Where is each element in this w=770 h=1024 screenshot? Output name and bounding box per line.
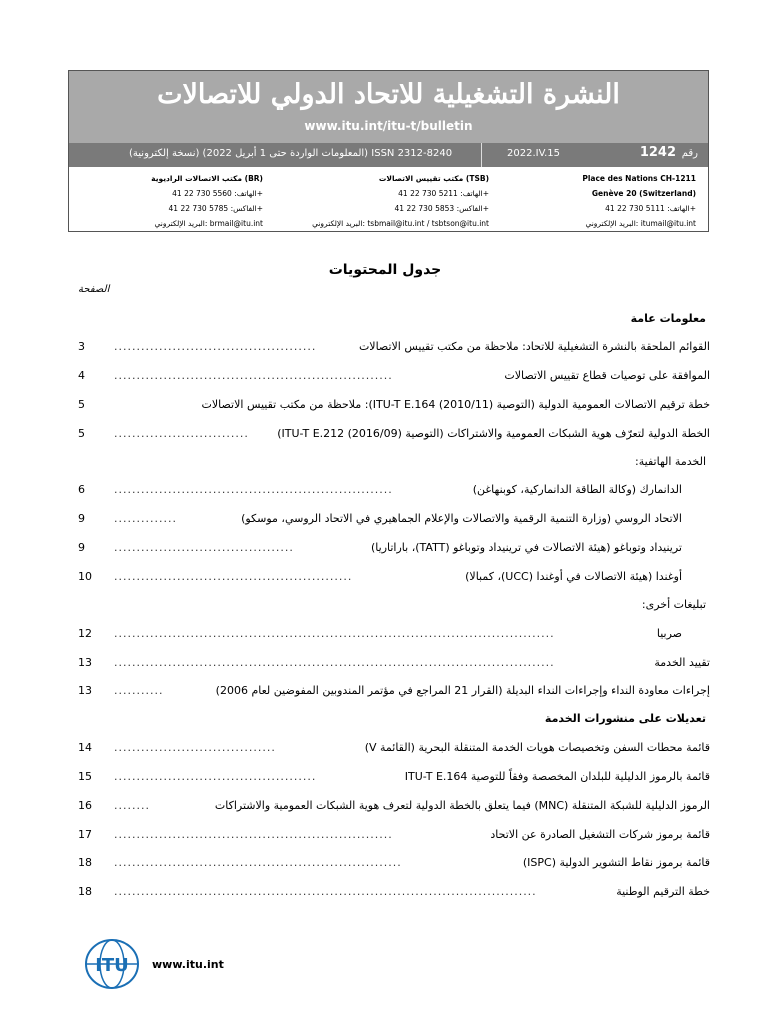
issue-band: [69, 143, 708, 167]
toc-page: 18: [78, 856, 92, 869]
toc-text: خطة الترقيم الوطنية: [616, 885, 710, 898]
page-column-label: الصفحة: [78, 284, 110, 295]
contact-br: [113, 171, 263, 231]
toc-page: 17: [78, 828, 92, 841]
toc-page: 12: [78, 627, 92, 640]
toc-leader: ..............: [114, 512, 177, 525]
toc-entry[interactable]: [78, 512, 710, 530]
toc-leader: ..............................................................: [114, 828, 393, 841]
toc-text: القوائم الملحقة بالنشرة التشغيلية للاتحاد: ملاحظة من مكتب تقييس الاتصالات: [358, 340, 710, 353]
toc-entry[interactable]: [78, 483, 710, 501]
toc-leader: ........: [114, 799, 150, 812]
toc-entry[interactable]: [78, 799, 710, 817]
toc-page: 18: [78, 885, 92, 898]
toc-entry[interactable]: [78, 684, 710, 702]
section-heading-general: معلومات عامة: [630, 312, 706, 325]
contact-itu: [506, 171, 696, 231]
toc-page: 5: [78, 398, 85, 411]
contact-line: Genève 20 (Switzerland): [591, 189, 696, 198]
contact-line: الفاكس: 5853 730 22 41+: [394, 204, 489, 213]
toc-page: 9: [78, 541, 85, 554]
contact-line: مكتب الاتصالات الراديوية (BR): [151, 174, 263, 183]
toc-text: تقييد الخدمة: [654, 656, 710, 669]
toc-page: 3: [78, 340, 85, 353]
toc-entry[interactable]: [78, 369, 710, 387]
toc-text: الخطة الدولية لتعرّف هوية الشبكات العمومية والاشتراكات (التوصية ITU-T E.212 (2016/09)): [277, 427, 710, 440]
toc-leader: .....................................................: [114, 570, 353, 583]
toc-entry[interactable]: [78, 828, 710, 846]
toc-page: 4: [78, 369, 85, 382]
toc-text: الدانمارك (وكالة الطاقة الدانماركية، كوبنهاغن): [472, 483, 682, 496]
toc-leader: ....................................: [114, 741, 276, 754]
toc-entry[interactable]: [78, 656, 710, 674]
issn: ISSN 2312-8240 (المعلومات الواردة حتى 1 أبريل 2022) (نسخة إلكترونية): [129, 148, 453, 159]
toc-text: ترينيداد وتوباغو (هيئة الاتصالات في ترينيداد وتوباغو (TATT)، باراتاريا): [370, 541, 682, 554]
toc-page: 13: [78, 684, 92, 697]
contact-line: Place des Nations CH-1211: [582, 174, 696, 183]
toc-entry[interactable]: [78, 340, 710, 358]
toc-leader: ..............................: [114, 427, 249, 440]
toc-leader: ..............................................................................................: [114, 885, 537, 898]
contact-line: الهاتف: 5111 730 22 41+: [605, 204, 696, 213]
issue-date: 2022.IV.15: [507, 148, 561, 159]
toc-title: جدول المحتويات: [328, 262, 442, 278]
toc-entry[interactable]: [78, 398, 710, 416]
toc-entry[interactable]: [78, 856, 710, 874]
toc-page: 10: [78, 570, 92, 583]
toc-entry[interactable]: [78, 541, 710, 559]
toc-leader: ..............................................................: [114, 483, 393, 496]
toc-page: 14: [78, 741, 92, 754]
toc-text: صربيا: [656, 627, 682, 640]
bulletin-title: النشرة التشغيلية للاتحاد الدولي للاتصالات: [157, 79, 620, 110]
toc-leader: .............................................: [114, 770, 317, 783]
toc-text: قائمة بالرموز الدليلية للبلدان المخصصة وفقاً للتوصية ITU-T E.164: [404, 770, 710, 783]
issue-number-label: رقم: [681, 148, 698, 159]
bulletin-url[interactable]: www.itu.int/itu-t/bulletin: [304, 119, 473, 133]
contact-line[interactable]: البريد الإلكتروني: itumail@itu.int: [585, 219, 696, 228]
toc-entry[interactable]: [78, 570, 710, 588]
toc-entry[interactable]: [78, 741, 710, 759]
itu-logo: [80, 935, 144, 993]
contact-line: الهاتف: 5211 730 22 41+: [398, 189, 489, 198]
toc-text: أوغندا (هيئة الاتصالات في أوغندا (UCC)، كمبالا): [465, 570, 682, 583]
toc-page: 6: [78, 483, 85, 496]
subheading-other: تبليغات أخرى:: [641, 598, 706, 611]
contact-line: الهاتف: 5560 730 22 41+: [172, 189, 263, 198]
subheading-telephone: الخدمة الهاتفية:: [635, 455, 706, 468]
toc-text: الرموز الدليلية للشبكة المتنقلة (MNC) فيما يتعلق بالخطة الدولية لتعرف هوية الشبكات العمومية والاشتراكات: [214, 799, 710, 812]
toc-leader: ..................................................................................................: [114, 656, 555, 669]
toc-leader: .............................................: [114, 340, 317, 353]
issue-number: 1242: [639, 145, 676, 160]
toc-entry[interactable]: [78, 627, 710, 645]
contact-line: الفاكس: 5785 730 22 41+: [168, 204, 263, 213]
toc-text: إجراءات معاودة النداء وإجراءات النداء البديلة (القرار 21 المراجع في مؤتمر المندوبين المفوضين لعام 2006): [215, 684, 710, 697]
contact-line[interactable]: البريد الإلكتروني: tsbmail@itu.int / tsbtson@itu.int: [312, 219, 489, 228]
toc-text: قائمة محطات السفن وتخصيصات هويات الخدمة المتنقلة البحرية (القائمة V): [364, 741, 710, 754]
toc-entry[interactable]: [78, 885, 710, 903]
contact-line: مكتب تقييس الاتصالات (TSB): [378, 174, 489, 183]
toc-page: 9: [78, 512, 85, 525]
toc-entry[interactable]: [78, 770, 710, 788]
toc-page: 15: [78, 770, 92, 783]
toc-page: 13: [78, 656, 92, 669]
footer-url[interactable]: www.itu.int: [152, 958, 224, 971]
toc-leader: ..............................................................: [114, 369, 393, 382]
band-divider: [481, 143, 482, 167]
bulletin-header: [68, 70, 709, 232]
toc-leader: ..................................................................................................: [114, 627, 555, 640]
toc-text: قائمة برموز نقاط التشوير الدولية (ISPC): [522, 856, 710, 869]
toc-entry[interactable]: [78, 427, 710, 445]
toc-leader: ...........: [114, 684, 164, 697]
header-banner: [69, 71, 708, 143]
toc-page: 16: [78, 799, 92, 812]
toc-leader: ........................................: [114, 541, 294, 554]
contact-tsb: [289, 171, 489, 231]
toc-text: خطة ترقيم الاتصالات العمومية الدولية (التوصية ITU-T E.164 (2010/11)): ملاحظة من مكتب تقييس الاتصالات: [201, 398, 710, 411]
toc-page: 5: [78, 427, 85, 440]
contact-line[interactable]: البريد الإلكتروني: brmail@itu.int: [154, 219, 263, 228]
toc-text: الاتحاد الروسي (وزارة التنمية الرقمية والاتصالات والإعلام الجماهيري في الاتحاد الروسي، موسكو): [241, 512, 682, 525]
toc-leader: ................................................................: [114, 856, 402, 869]
toc-text: قائمة برموز شركات التشغيل الصادرة عن الاتحاد: [490, 828, 710, 841]
logo-text: ITU: [95, 955, 129, 976]
section-heading-amendments: تعديلات على منشورات الخدمة: [544, 712, 706, 725]
toc-text: الموافقة على توصيات قطاع تقييس الاتصالات: [504, 369, 710, 382]
